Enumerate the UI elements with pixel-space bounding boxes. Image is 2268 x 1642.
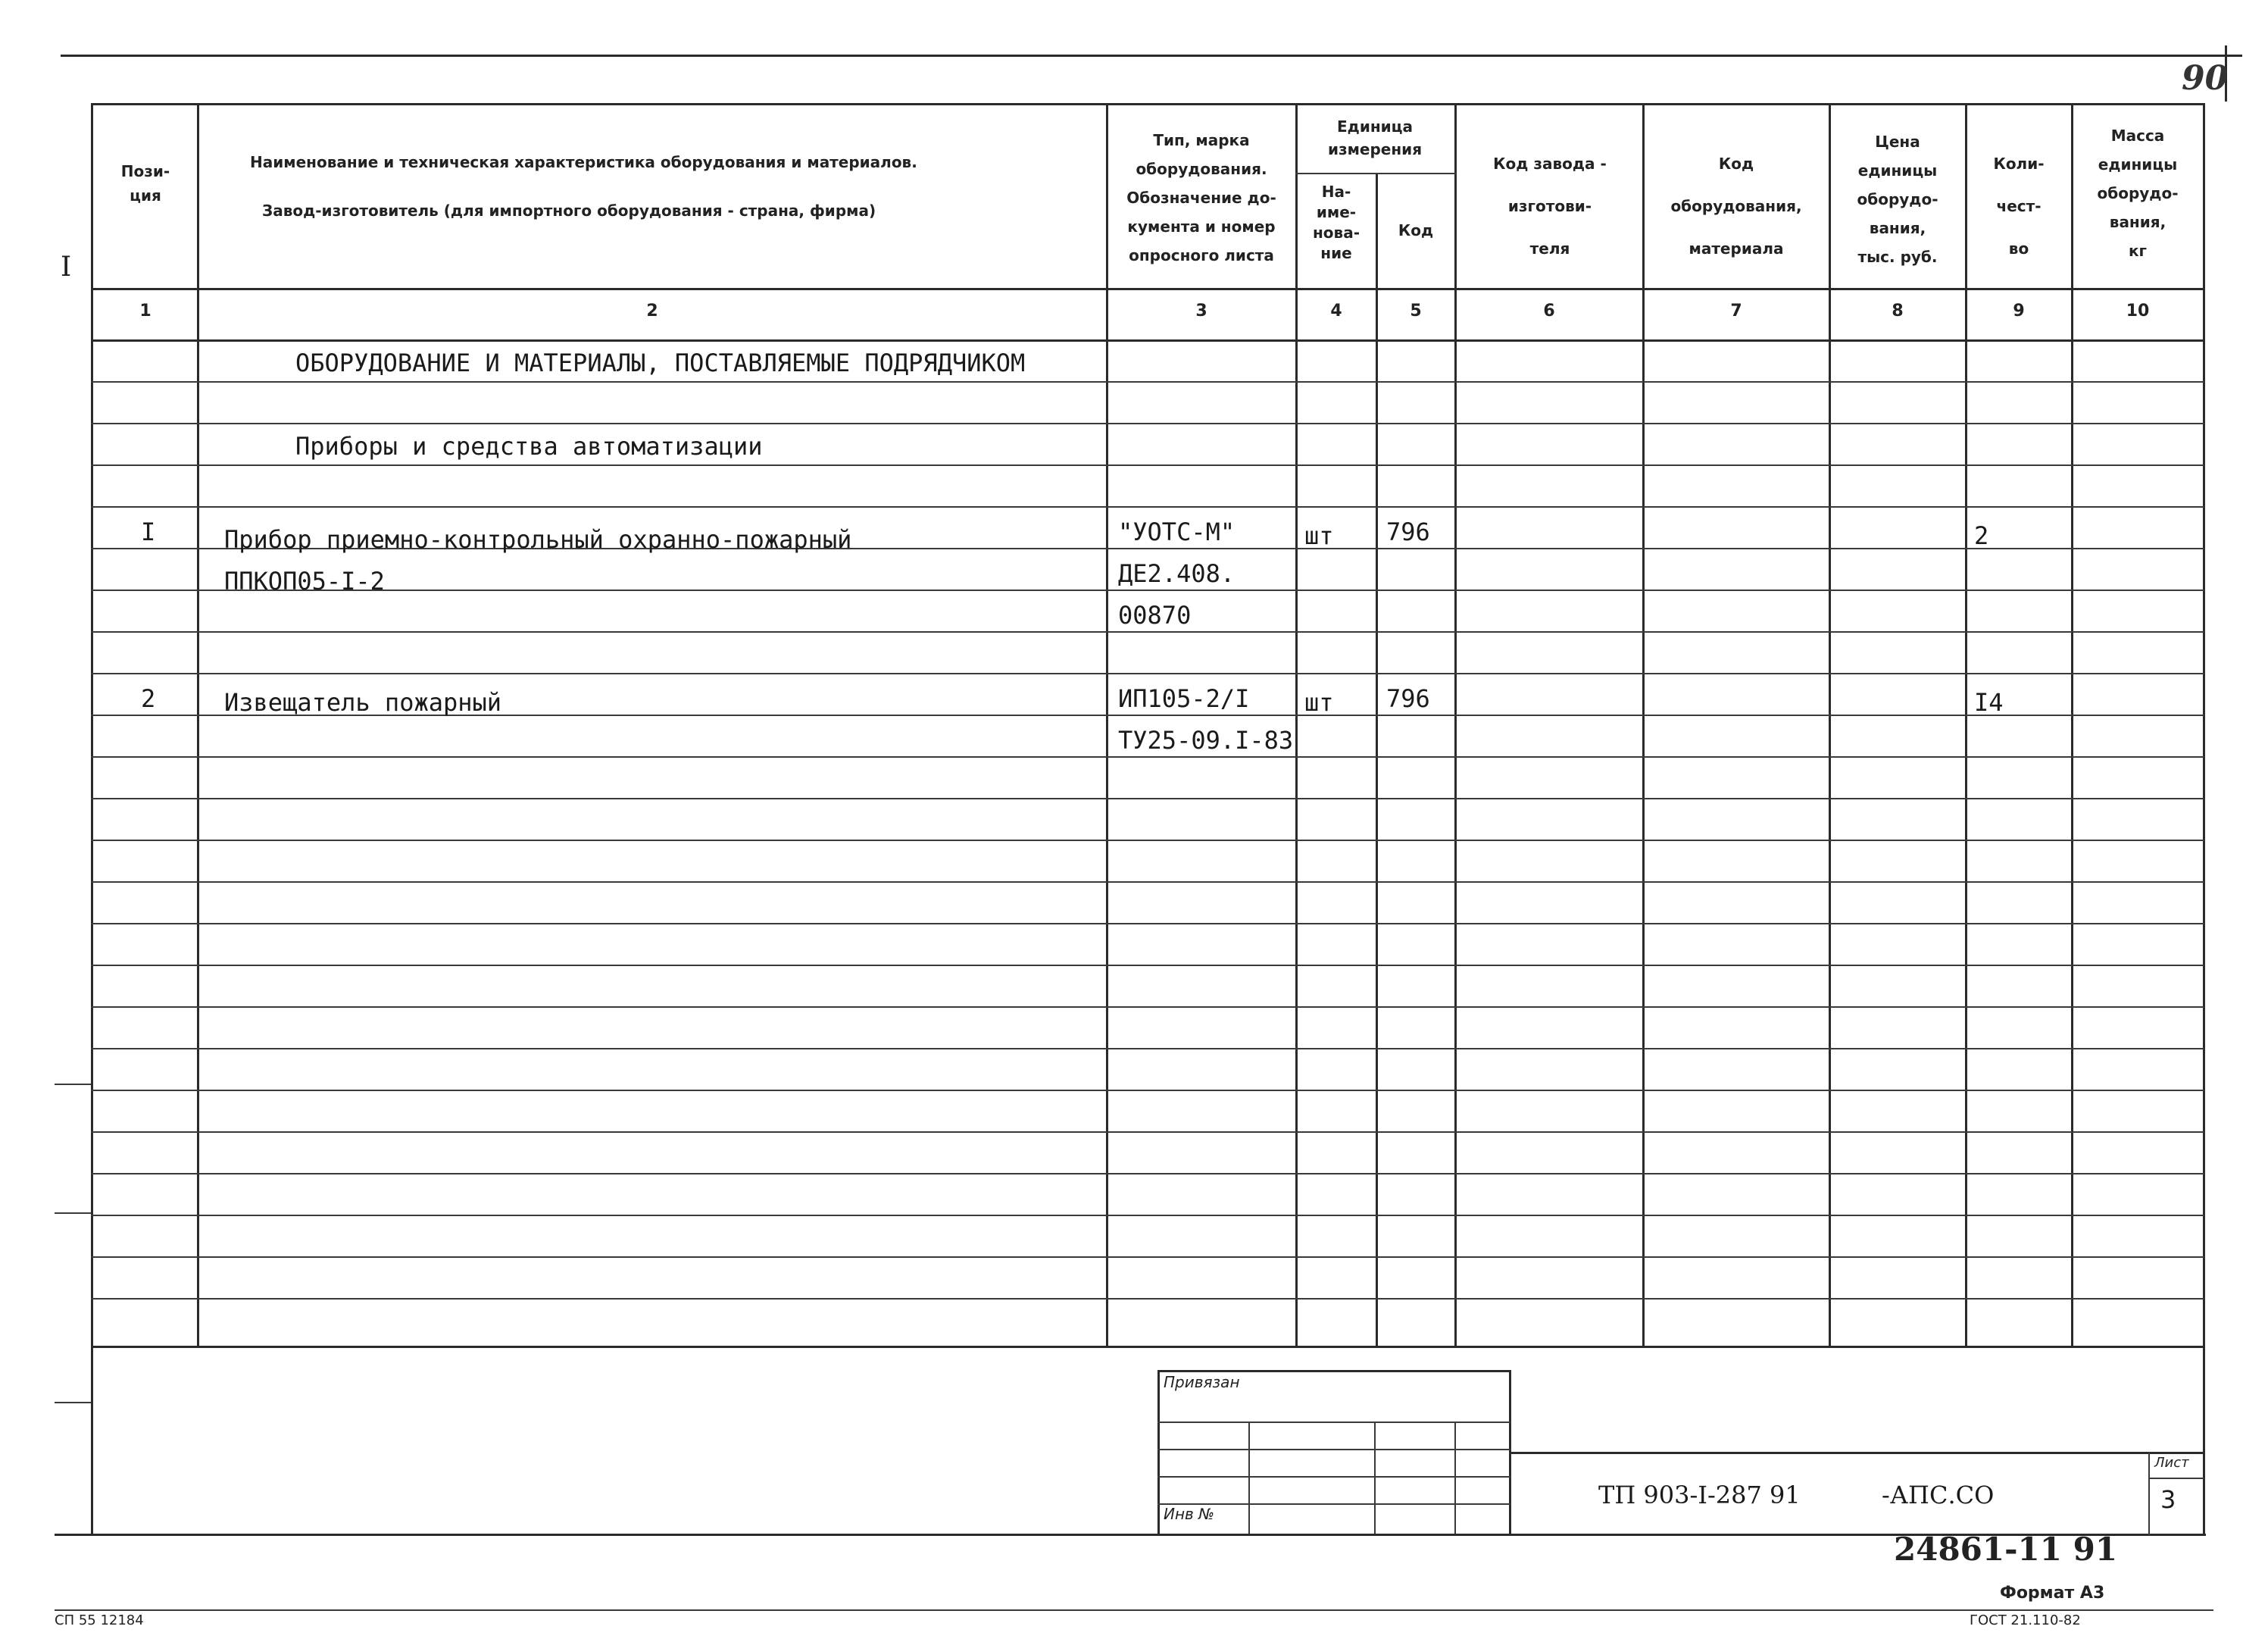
col-number: 6 <box>1543 302 1555 321</box>
col-number: 9 <box>2013 302 2025 321</box>
item-position: 2 <box>141 684 156 713</box>
item-unit: шт <box>1304 521 1334 550</box>
margin-mark <box>55 1084 91 1085</box>
subsection-title: Приборы и средства автоматизации <box>295 432 763 461</box>
header-price: Цена единицы оборудо- вания, тыс. руб. <box>1857 133 1938 266</box>
header-position: Пози- ция <box>120 162 170 205</box>
stamp-inv-number: Инв № <box>1164 1505 1214 1523</box>
item-quantity: I4 <box>1974 688 2004 717</box>
margin-mark <box>55 1402 91 1403</box>
bottom-left-code: СП 55 12184 <box>55 1612 144 1628</box>
bottom-right-code: ГОСТ 21.110-82 <box>1970 1612 2081 1628</box>
sheet-label: Лист <box>2154 1455 2189 1471</box>
item-quantity: 2 <box>1974 521 1989 550</box>
col-number: 7 <box>1730 302 1742 321</box>
archive-number: 24861-11 91 <box>1894 1531 2118 1568</box>
header-equipment-code: Код оборудования, материала <box>1670 155 1802 258</box>
item-type: ИП105-2/I <box>1118 684 1250 713</box>
col-divider <box>1376 173 1378 1346</box>
col-number: 2 <box>646 302 658 321</box>
table-left-border <box>91 103 93 1535</box>
header-unit-name: На- име- нова- ние <box>1312 183 1360 262</box>
bottom-edge-rule <box>55 1609 2213 1611</box>
col-number: 4 <box>1330 302 1342 321</box>
item-name: Извещатель пожарный <box>224 688 502 717</box>
col-number: 5 <box>1410 302 1422 321</box>
header-unit-group: Единица измерения <box>1327 117 1423 158</box>
document-code-suffix: -АПС.СО <box>1882 1481 1995 1509</box>
margin-mark <box>55 1212 91 1214</box>
sheet-value: 3 <box>2160 1485 2176 1514</box>
item-unit: шт <box>1304 688 1334 717</box>
number-row-bottom <box>91 339 2204 342</box>
side-mark: I <box>61 252 72 283</box>
header-mass: Масса единицы оборудо- вания, кг <box>2097 127 2179 260</box>
table-top-border <box>91 103 2204 105</box>
header-quantity: Коли- чест- во <box>1993 155 2045 258</box>
col-number: 1 <box>139 302 152 321</box>
item-type-cont: ДЕ2.408. <box>1118 559 1236 588</box>
col-number: 8 <box>1892 302 1904 321</box>
bottom-rule <box>55 1534 2206 1536</box>
header-bottom <box>91 288 2204 290</box>
item-unit-code: 796 <box>1386 518 1430 546</box>
format-label: Формат А3 <box>2000 1584 2105 1603</box>
stamp-privyazan: Привязан <box>1164 1373 1240 1391</box>
header-name-line2: Завод-изготовитель (для импортного оборудования - страна, фирма) <box>262 202 876 220</box>
item-unit-code: 796 <box>1386 684 1430 713</box>
document-code: ТП 903-I-287 91 <box>1598 1481 1801 1509</box>
header-maker-code: Код завода - изготови- теля <box>1493 155 1607 258</box>
item-name: Прибор приемно-контрольный охранно-пожарный <box>224 525 852 554</box>
header-type: Тип, марка оборудования. Обозначение до- кумента и номер опросного листа <box>1126 131 1276 264</box>
table-right-border <box>2203 103 2205 1535</box>
col-number: 3 <box>1195 302 1207 321</box>
handwritten-sheet-number: 90 <box>2182 59 2229 98</box>
top-rule <box>61 55 2242 57</box>
col-number: 10 <box>2126 302 2150 321</box>
header-unit-code: Код <box>1398 221 1434 239</box>
item-position: I <box>141 518 156 546</box>
section-title: ОБОРУДОВАНИЕ И МАТЕРИАЛЫ, ПОСТАВЛЯЕМЫЕ ПОДРЯДЧИКОМ <box>295 349 1026 377</box>
item-name-cont: ППКОП05-I-2 <box>224 567 385 596</box>
unit-group-divider <box>1295 173 1456 174</box>
header-name-line1: Наименование и техническая характеристика оборудования и материалов. <box>250 153 917 171</box>
table-body-bottom <box>91 1346 2204 1348</box>
item-type-cont: ТУ25-09.I-83 <box>1118 726 1294 755</box>
item-type: "УОТС-М" <box>1118 518 1236 546</box>
item-type-cont: 00870 <box>1118 601 1192 630</box>
